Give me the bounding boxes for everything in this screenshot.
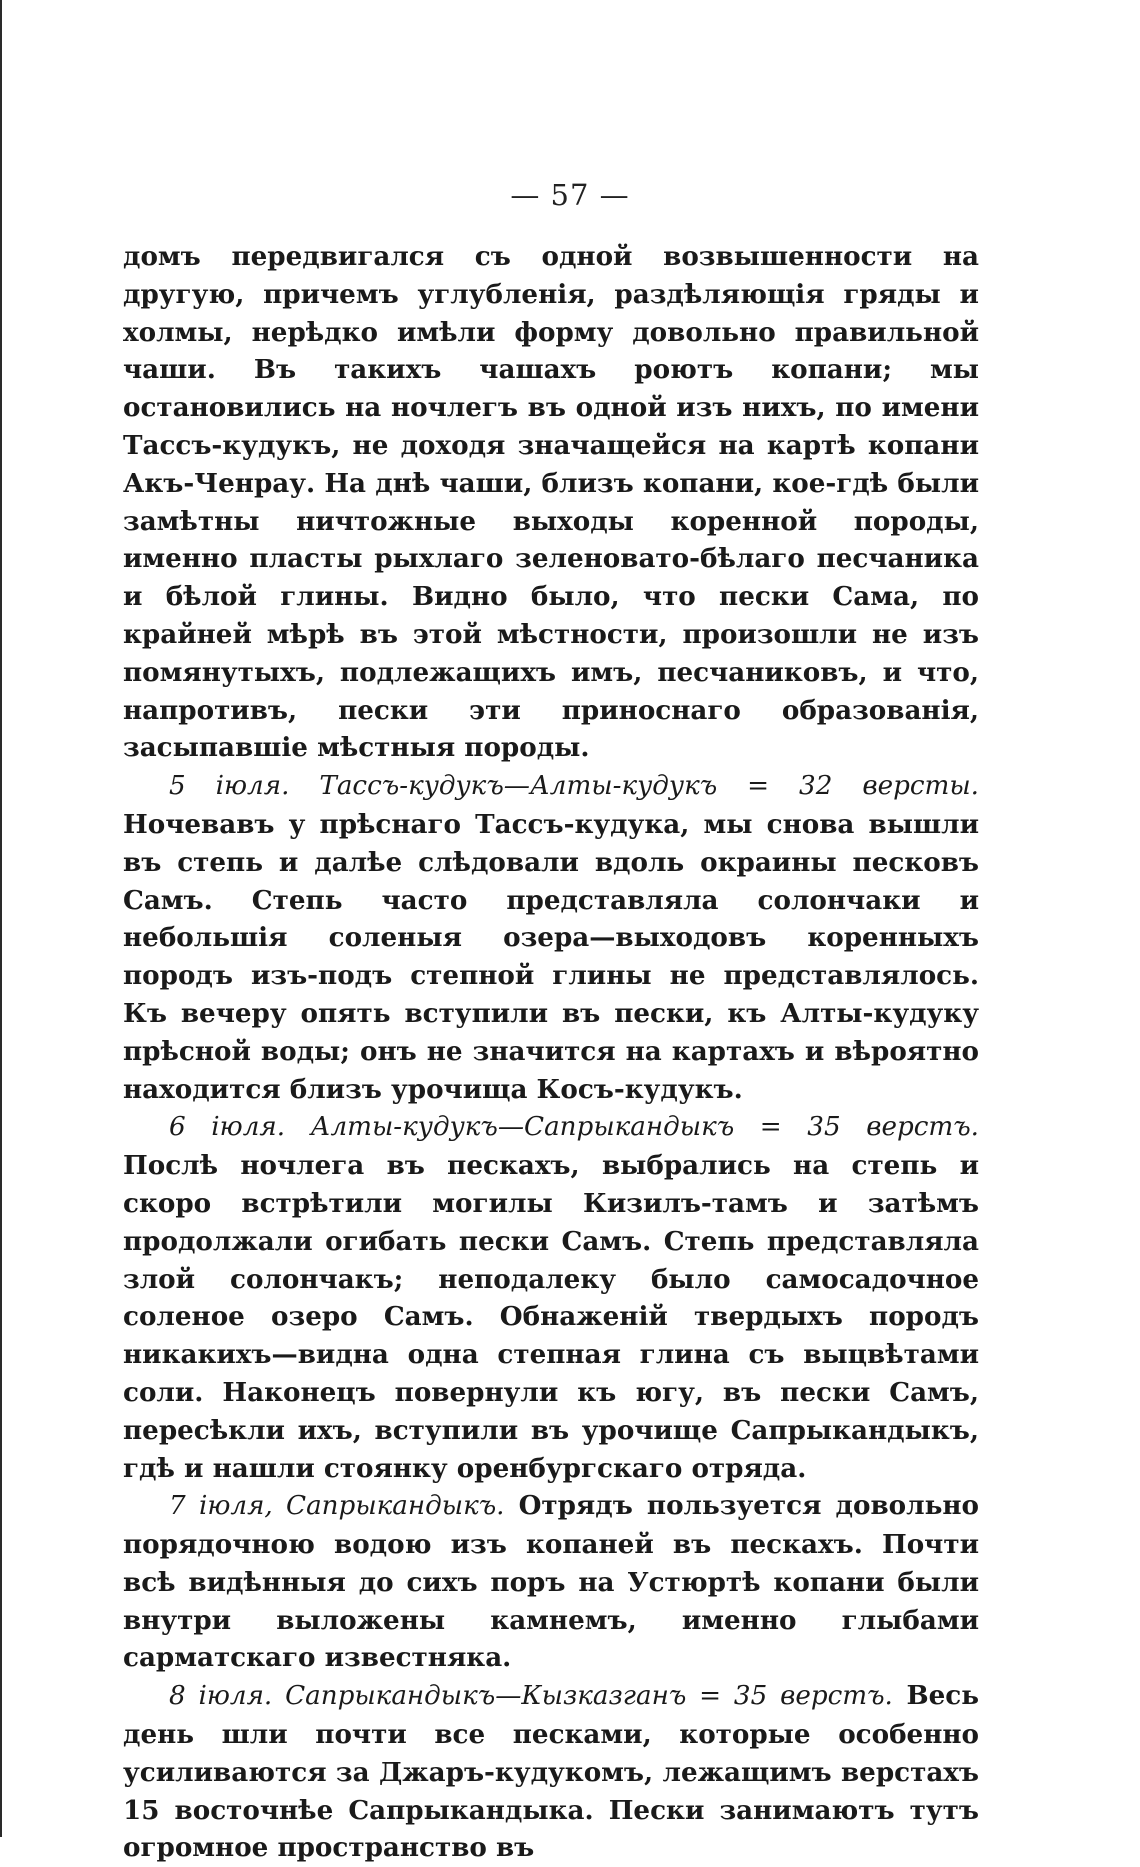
body-text bbox=[123, 238, 979, 1867]
paragraph-4-text: Отрядъ пользуется довольно порядочною водою изъ копаней въ пескахъ. Почти всѣ видѣнныя до сихъ поръ на Устюртѣ копани были внутри выложены камнемъ, именно глыбами сарматскаго известняка. bbox=[123, 1490, 979, 1674]
paragraph-1 bbox=[123, 238, 979, 767]
paragraph-2 bbox=[123, 767, 979, 1108]
entry-heading-july-5: 5 іюля. Тассъ-кудукъ—Алты-кудукъ = 32 версты. bbox=[169, 771, 979, 802]
entry-heading-july-7: 7 іюля, Сапрыкандыкъ. bbox=[169, 1491, 505, 1522]
paragraph-1-text: домъ передвигался съ одной возвышенности на другую, причемъ углубленія, раздѣляющія гряды и холмы, нерѣдко имѣли форму довольно правильной чаши. Въ такихъ чашахъ роютъ копани; мы остановились на ночлегъ въ одной изъ нихъ, по имени Тассъ-кудукъ, не доходя значащейся на картѣ копани Акъ-Ченрау. На днѣ чаши, близъ копани, кое-гдѣ были замѣтны ничтожные выходы коренной породы, именно пласты рыхлаго зеленовато-бѣлаго песчаника и бѣлой глины. Видно было, что пески Сама, по крайней мѣрѣ въ этой мѣстности, произошли не изъ помянутыхъ, подлежащихъ имъ, песчаниковъ, и что, напротивъ, пески эти приноснаго образованія, засыпавшіе мѣстныя породы. bbox=[123, 241, 979, 764]
entry-heading-july-6: 6 іюля. Алты-кудукъ—Сапрыкандыкъ = 35 верстъ. bbox=[169, 1112, 979, 1143]
paragraph-2-text: Ночевавъ у прѣснаго Тассъ-кудука, мы снова вышли въ степь и далѣе слѣдовали вдоль окраины песковъ Самъ. Степь часто представляла солончаки и небольшія соленыя озера—выходовъ коренныхъ породъ изъ-подъ степной глины не представлялось. Къ вечеру опять вступили въ пески, къ Алты-кудуку прѣсной воды; онъ не значится на картахъ и вѣроятно находится близъ урочища Косъ-кудукъ. bbox=[123, 808, 979, 1105]
entry-heading-july-8: 8 іюля. Сапрыкандыкъ—Кызказганъ = 35 верстъ. bbox=[169, 1681, 893, 1712]
paragraph-3-text: Послѣ ночлега въ пескахъ, выбрались на степь и скоро встрѣтили могилы Кизилъ-тамъ и затѣмъ продолжали огибать пески Самъ. Степь представляла злой солончакъ; неподалеку было самосадочное соленое озеро Самъ. Обнаженій твердыхъ породъ никакихъ—видна одна степная глина съ выцвѣтами соли. Наконецъ повернули къ югу, въ пески Самъ, пересѣкли ихъ, вступили въ урочище Сапрыкандыкъ, гдѣ и нашли стоянку оренбургскаго отряда. bbox=[123, 1150, 979, 1484]
paragraph-3 bbox=[123, 1108, 979, 1487]
paragraph-5-text: Весь день шли почти все песками, которые особенно усиливаются за Джаръ-кудукомъ, лежащимъ верстахъ 15 восточнѣе Сапрыкандыка. Пески занимаютъ тутъ огромное пространство въ bbox=[123, 1680, 979, 1864]
page-edge-line bbox=[0, 0, 2, 1837]
page-number: — 57 — bbox=[510, 178, 630, 212]
paragraph-5 bbox=[123, 1677, 979, 1867]
paragraph-4 bbox=[123, 1487, 979, 1677]
